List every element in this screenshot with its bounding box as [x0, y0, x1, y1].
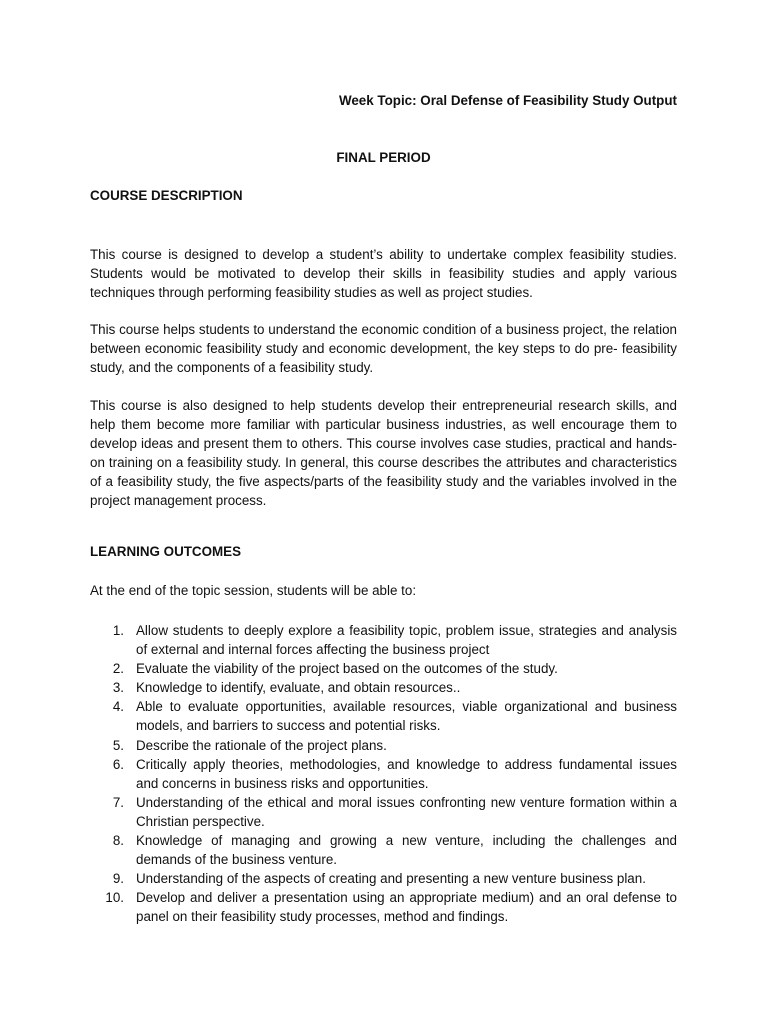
period-title: FINAL PERIOD: [336, 150, 431, 165]
list-item: [90, 793, 677, 831]
list-item-text: Knowledge to identify, evaluate, and obtain resources..: [136, 680, 461, 696]
list-item-number: 7.: [112, 794, 124, 810]
list-item-text: Able to evaluate opportunities, available resources, viable organizational and business models, and barriers to success and potential risks.: [136, 699, 677, 734]
learning-outcomes-intro: At the end of the topic session, students will be able to:: [90, 583, 417, 598]
list-item-number: 6.: [112, 756, 124, 772]
list-item: [90, 736, 677, 755]
list-item-text: Develop and deliver a presentation using an appropriate medium) and an oral defense to panel on their feasibility study processes, method and findings.: [136, 890, 677, 925]
list-item-text: Understanding of the aspects of creating and presenting a new venture business plan.: [136, 871, 646, 887]
list-item-number: 2.: [112, 661, 124, 677]
week-topic-title: Week Topic: Oral Defense of Feasibility Study Output: [338, 93, 677, 108]
list-item: [90, 697, 677, 735]
list-item-text: Knowledge of managing and growing a new venture, including the challenges and demands of the business venture.: [136, 833, 677, 868]
list-item-text: Understanding of the ethical and moral issues confronting new venture formation within a Christian perspective.: [136, 794, 677, 829]
list-item-number: 4.: [112, 699, 124, 715]
list-item-number: 9.: [112, 871, 124, 887]
list-item: [90, 869, 677, 888]
list-item-number: 3.: [112, 680, 124, 696]
list-item-number: 5.: [112, 737, 124, 753]
learning-outcomes-list: [90, 621, 677, 927]
list-item-text: Describe the rationale of the project plans.: [136, 737, 387, 753]
list-item: [90, 621, 677, 659]
document-page: [90, 0, 677, 1024]
list-item-number: 1.: [112, 623, 124, 638]
list-item-text: Critically apply theories, methodologies, and knowledge to address fundamental issues and concerns in business risks and opportunities.: [136, 756, 677, 791]
course-description-heading: COURSE DESCRIPTION: [90, 188, 243, 203]
list-item-text: Evaluate the viability of the project based on the outcomes of the study.: [136, 661, 558, 677]
list-item: [90, 678, 677, 697]
list-item-number: 10.: [105, 890, 124, 906]
list-item-number: 8.: [112, 833, 124, 849]
list-item-text: Allow students to deeply explore a feasibility topic, problem issue, strategies and analysis of external and internal forces affecting the business project: [136, 623, 677, 658]
list-item: [90, 659, 677, 678]
list-item: [90, 755, 677, 793]
learning-outcomes-heading: LEARNING OUTCOMES: [90, 544, 242, 559]
list-item: [90, 888, 677, 926]
course-description-paragraph-2: This course helps students to understand the economic condition of a business project, the relation between economic feasibility study and economic development, the key steps to do pre- feasibility study, and the components of a feasibility study.: [90, 322, 677, 376]
course-description-paragraph-3: This course is also designed to help students develop their entrepreneurial research skills, and help them become more familiar with particular business industries, as well encourage them to develop ideas and present them to others. This course involves case studies, practical and hands-on training on a feasibility study. In general, this course describes the attributes and characteristics of a feasibility study, the five aspects/parts of the feasibility study and the variables involved in the project management process.: [90, 398, 677, 509]
course-description-paragraph-1: This course is designed to develop a student’s ability to undertake complex feasibility studies. Students would be motivated to develop their skills in feasibility studies and apply various techniques through performing feasibility studies as well as project studies.: [90, 247, 677, 301]
list-item: [90, 831, 677, 869]
